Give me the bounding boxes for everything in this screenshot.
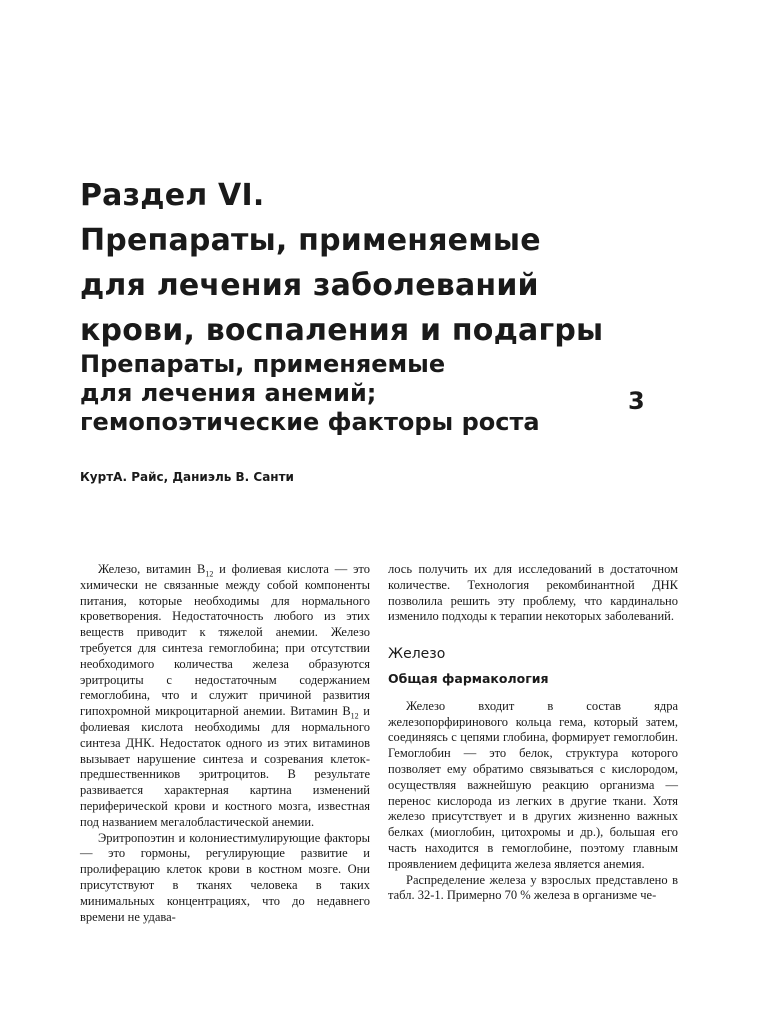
- paragraph: Распределение железа у взрослых представлено в табл. 32-1. Примерно 70 % железа в организме че-: [388, 872, 678, 903]
- authors: КуртА. Райс, Даниэль В. Санти: [80, 470, 294, 484]
- right-column: [388, 562, 678, 904]
- chapter-title: [80, 350, 680, 437]
- chapter-title-line-2: для лечения анемий;: [80, 379, 377, 407]
- paragraph: Эритропоэтин и колониестимулирующие факторы — это гормоны, регулирующие развитие и пролиферацию клеток крови в костном мозге. Они присутствуют в тканях человека в таких минимальных концентрациях, что до недавнего времени не удава-: [80, 830, 370, 924]
- chapter-title-line-1: Препараты, применяемые: [80, 350, 446, 378]
- heading-iron: Железо: [388, 646, 446, 663]
- section-heading: [80, 173, 700, 353]
- section-title-line-3: крови, воспаления и подагры: [80, 313, 604, 348]
- chapter-title-line-3: гемопоэтические факторы роста: [80, 408, 540, 436]
- heading-pharmacology: Общая фармакология: [388, 670, 549, 686]
- paragraph: Железо входит в состав ядра железопорфиринового кольца гема, который затем, соединяясь с цепями глобина, формирует гемоглобин. Гемоглобин — это белок, структура которого позволяет ему обратимо связываться с кислородом, осуществляя важнейшую реакцию организма — перенос кислорода из легких в другие ткани. Хотя железо присутствует и в других жизненно важных белках (миоглобин, цитохромы и др.), большая его часть находится в гемоглобине, поэтому главным проявлением дефицита железа является анемия.: [388, 698, 678, 871]
- section-label: Раздел VI.: [80, 178, 265, 213]
- paragraph: лось получить их для исследований в достаточном количестве. Технология рекомбинантной ДНК позволила решить эту проблему, что кардинально изменило подходы к терапии некоторых заболеваний.: [388, 562, 678, 624]
- left-column: [80, 562, 370, 925]
- section-title-line-1: Препараты, применяемые: [80, 223, 541, 258]
- section-title-line-2: для лечения заболеваний: [80, 268, 539, 303]
- chapter-number: 3: [628, 387, 645, 415]
- paragraph: Железо, витамин $B_{12}$ и фолиевая кислота — это химически не связанные между собой компоненты питания, которые необходимы для нормального кроветворения. Недостаточность любого из этих веществ приводит к тяжелой анемии. Железо требуется для синтеза гемоглобина; при отсутствии необходимого количества железа образуются эритроциты с недостаточным содержанием гемоглобина, что и служит причиной развития гипохромной микроцитарной анемии. Витамин $B_{12}$ и фолиевая кислота необходимы для нормального синтеза ДНК. Недостаток одного из этих витаминов вызывает нарушение синтеза и созревания клеток-предшественников эритроцитов. В результате развивается характерная картина изменений периферической крови и костного мозга, известная под названием мегалобластической анемии.: [80, 562, 370, 829]
